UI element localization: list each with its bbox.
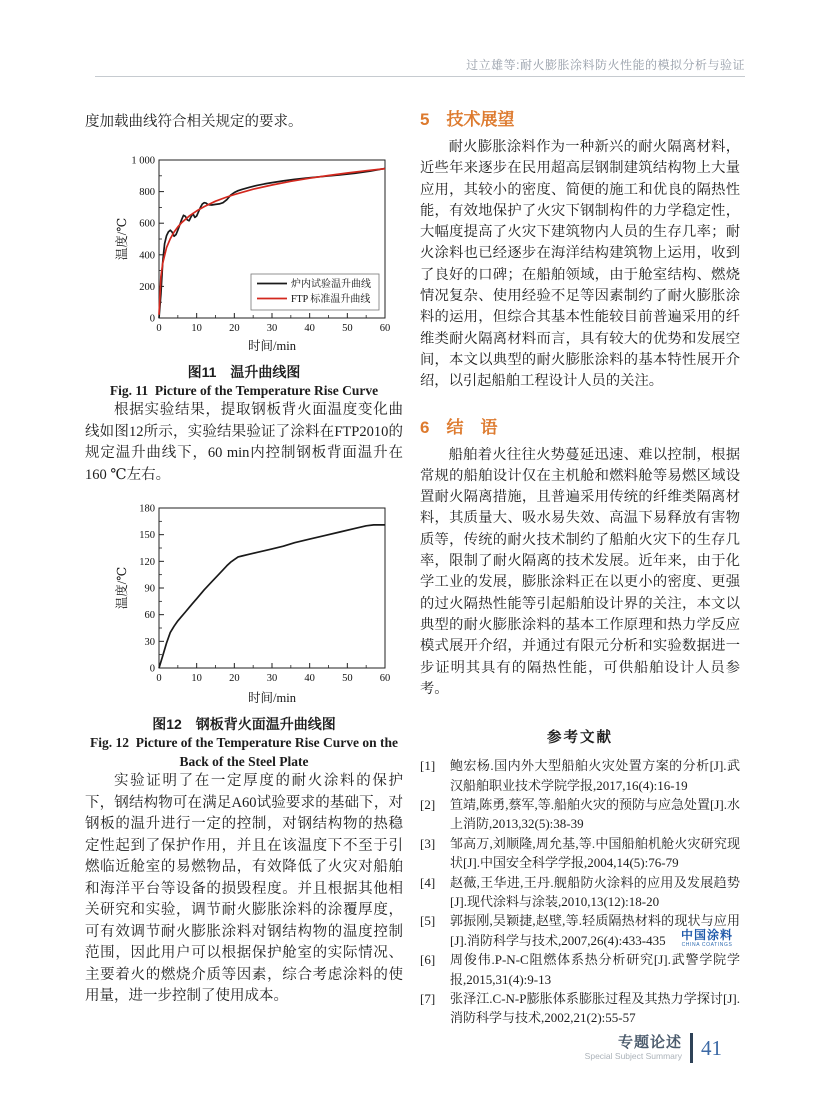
footer-divider <box>690 1033 693 1063</box>
svg-text:90: 90 <box>144 583 155 595</box>
page-number: 41 <box>701 1035 722 1060</box>
reference-item <box>420 795 740 834</box>
section-5-body: 耐火膨胀涂料作为一种新兴的耐火隔离材料，近些年来逐步在民用超高层钢制建筑结构物上大量应用，其较小的密度、简便的施工和优良的隔热性能，有效地保护了火灾下钢制构件的力学稳定性，大幅度提高了火灾下建筑物内人员的生存几率；耐火涂料也已经逐步在海洋结构建筑物上运用，收到了良好的口碑；在船舶领域，由于舱室结构、燃烧情况复杂、使用经验不足等因素制约了耐火膨胀涂料的运用，但综合其基本性能较目前普遍采用的纤维类耐火隔离材料而言，具有较大的优势和发展空间，本文以典型的耐火膨胀涂料的基本特性展开介绍，以引起船舶工程设计人员的关注。 <box>420 139 740 390</box>
running-title: 过立雄等:耐火膨胀涂料防火性能的模拟分析与验证 <box>466 58 745 72</box>
reference-number: [5] <box>420 913 436 929</box>
running-header <box>466 56 745 73</box>
references-heading: 参考文献 <box>547 730 613 747</box>
reference-text: 郭振刚,吴颖捷,赵壁,等.轻质隔热材料的现状与应用[J].消防科学与技术,2007,26(4):433-435 <box>450 913 740 948</box>
svg-text:60: 60 <box>379 322 391 334</box>
china-coatings-logo <box>681 929 733 949</box>
reference-item <box>420 873 740 912</box>
fig12-line-chart <box>115 500 395 706</box>
svg-text:0: 0 <box>156 322 162 334</box>
header-divider <box>95 76 745 77</box>
reference-text: 笪靖,陈勇,蔡军,等.船舶火灾的预防与应急处置[J].水上消防,2013,32(5):38-39 <box>450 796 740 832</box>
references-list <box>420 756 740 1028</box>
section-6-heading: 6 结 语 <box>420 417 498 437</box>
section-6-body: 船舶着火往往火势蔓延迅速、难以控制，根据常规的船舶设计仅在主机舱和燃料舱等易燃区域设置耐火隔离措施，且普遍采用传统的纤维类隔离材料，其质量大、吸水易失效、高温下易释放有害物质等，传统的耐火技术制约了船舶火灾下的生存几率，限制了耐火隔离的技术发展。近年来，由于化学工业的发展，膨胀涂料正在以更小的密度、更强的过火隔热性能等引起船舶设计界的关注，本文以典型的耐火膨胀涂料的基本工作原理和热力学反应模式展开介绍，并通过有限元分析和实验数据进一步证明其具有的隔热性能，可供船舶设计人员参考。 <box>420 446 740 697</box>
svg-text:150: 150 <box>139 530 155 542</box>
reference-number: [2] <box>420 796 436 812</box>
fig11-caption-en: Fig. 11 Picture of the Temperature Rise Curve <box>109 382 379 398</box>
reference-number: [7] <box>420 991 436 1006</box>
svg-text:400: 400 <box>139 249 155 261</box>
svg-text:时间/min: 时间/min <box>248 691 296 705</box>
reference-text: 张泽江.C-N-P膨胀体系膨胀过程及其热力学探讨[J].消防科学与技术,2002,21(2):55-57 <box>450 991 740 1026</box>
reference-number: [4] <box>420 874 436 890</box>
svg-text:60: 60 <box>379 673 391 684</box>
reference-item <box>420 950 740 989</box>
svg-text:0: 0 <box>156 673 162 684</box>
reference-text: 周俊伟.P-N-C阻燃体系热分析研究[J].武警学院学报,2015,31(4):9-13 <box>450 952 740 987</box>
svg-text:180: 180 <box>139 503 155 515</box>
fig12-caption-en-line1: Fig. 12 Picture of the Temperature Rise Curve on the <box>89 735 399 750</box>
right-column <box>420 105 740 1028</box>
svg-text:50: 50 <box>342 673 353 684</box>
reference-number: [6] <box>420 952 436 968</box>
reference-item <box>420 756 740 795</box>
svg-text:800: 800 <box>139 186 155 198</box>
svg-text:30: 30 <box>266 673 278 684</box>
logo-text-zh: 中国涂料 <box>681 928 734 942</box>
svg-text:40: 40 <box>304 322 315 334</box>
svg-text:1 000: 1 000 <box>131 155 155 166</box>
svg-text:10: 10 <box>191 322 202 334</box>
footer-section-zh: 专题论述 <box>617 1034 682 1051</box>
svg-text:30: 30 <box>266 322 278 334</box>
reference-item <box>420 834 740 873</box>
svg-text:温度/℃: 温度/℃ <box>115 217 129 260</box>
figure-12 <box>115 500 403 711</box>
fig11-line-chart <box>115 154 395 354</box>
reference-text: 赵薇,王华进,王丹.舰船防火涂料的应用及发展趋势[J].现代涂料与涂装,2010,13(12):18-20 <box>450 874 740 909</box>
svg-text:10: 10 <box>191 673 202 684</box>
svg-text:20: 20 <box>229 322 240 334</box>
section-5-heading: 5 技术展望 <box>420 110 515 129</box>
svg-text:120: 120 <box>139 556 155 568</box>
reference-number: [1] <box>420 758 436 774</box>
footer-section-en: Special Subject Summary <box>584 1051 682 1061</box>
paragraph-after-fig11: 根据实验结果，提取钢板背火面温度变化曲线如图12所示，实验结果验证了涂料在FTP2010的规定温升曲线下，60 min内控制钢板背面温升在160 ℃左右。 <box>85 402 403 483</box>
left-column <box>85 112 403 1008</box>
svg-text:30: 30 <box>144 636 155 648</box>
svg-text:FTP 标准温升曲线: FTP 标准温升曲线 <box>291 293 371 305</box>
footer-section-labels <box>585 1034 682 1062</box>
svg-text:炉内试验温升曲线: 炉内试验温升曲线 <box>291 278 371 290</box>
svg-text:600: 600 <box>139 218 155 230</box>
figure-11 <box>115 154 403 359</box>
svg-text:温度/℃: 温度/℃ <box>115 566 129 610</box>
fig12-caption-en-line2: Back of the Steel Plate <box>179 753 309 769</box>
reference-text: 鲍宏杨.国内外大型船舶火灾处置方案的分析[J].武汉船舶职业技术学院学报,2017,16(4):16-19 <box>450 758 740 793</box>
logo-text-en: CHINA COATINGS <box>681 942 733 948</box>
svg-text:20: 20 <box>229 673 240 684</box>
conclusion-paragraph: 实验证明了在一定厚度的耐火涂料的保护下，钢结构物可在满足A60试验要求的基础下，对钢板的温升进行一定的控制，对钢结构物的热稳定性起到了保护作用，并且在该温度下不至于引燃临近舱室的易燃物品，有效降低了火灾对船舶和海洋平台等设备的损毁程度。并且根据其他相关研究和实验，调节耐火膨胀涂料的涂覆厚度，可有效调节耐火膨胀涂料对钢结构物的温度控制范围，因此用户可以根据保护舱室的实际情况、主要着火的燃烧介质等因素，综合考虑涂料的使用量，进一步控制了使用成本。 <box>85 773 403 1004</box>
svg-text:0: 0 <box>149 663 155 675</box>
svg-text:0: 0 <box>149 313 155 324</box>
fig11-caption-zh: 图11 温升曲线图 <box>187 363 301 380</box>
reference-number: [3] <box>420 835 436 851</box>
reference-item <box>420 989 740 1028</box>
svg-text:50: 50 <box>342 322 353 334</box>
svg-text:时间/min: 时间/min <box>248 338 296 353</box>
reference-text: 邹高万,刘顺隆,周允基,等.中国船舶机舱火灾研究现状[J].中国安全科学学报,2004,14(5):76-79 <box>450 835 740 871</box>
svg-text:200: 200 <box>139 281 155 293</box>
intro-paragraph: 度加载曲线符合相关规定的要求。 <box>85 114 303 130</box>
svg-text:40: 40 <box>304 673 315 684</box>
fig12-caption-zh: 图12 钢板背火面温升曲线图 <box>152 716 336 732</box>
page-footer <box>585 1033 722 1063</box>
svg-text:60: 60 <box>144 610 155 622</box>
